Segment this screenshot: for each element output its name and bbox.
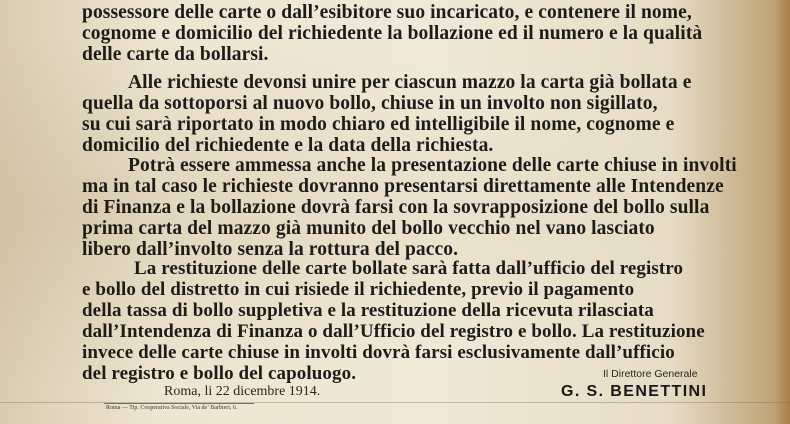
text-line: di Finanza e la bollazione dovrà farsi con la sovrapposizione del bollo sulla [82,197,710,218]
text-line: possessore delle carte o dall’esibitore suo incaricato, e contenere il nome, [82,2,692,23]
paragraph-4 [82,258,788,384]
paragraph-3 [82,155,788,260]
text-line: quella da sottoporsi al nuovo bollo, chiuse in un involto non sigillato, [82,93,658,114]
text-line: prima carta del mazzo già munito del bollo vecchio nel vano lasciato [82,218,655,239]
signature-title: Il Direttore Generale [603,368,698,380]
text-line: del registro e bollo del capoluogo. [82,363,357,384]
text-line: su cui sarà riportato in modo chiaro ed intelligibile il nome, cognome e [82,114,675,135]
text-line: dall’Intendenza di Finanza o dall’Ufficio del registro e bollo. La restituzione [82,321,705,342]
paragraph-2 [82,72,788,156]
printer-rule [104,403,254,404]
text-line: La restituzione delle carte bollate sarà fatta dall’ufficio del registro [134,258,684,279]
text-line: delle carte da bollarsi. [82,44,269,65]
text-line: e bollo del distretto in cui risiede il richiedente, previo il pagamento [82,279,635,300]
paragraph-1 [82,2,788,65]
text-line: della tassa di bollo suppletiva e la restituzione della ricevuta rilasciata [82,300,654,321]
date-line: Roma, li 22 dicembre 1914. [164,384,321,399]
text-line: ma in tal caso le richieste dovranno presentarsi direttamente alle Intendenze [82,176,724,197]
text-line: cognome e domicilio del richiedente la bollazione ed il numero e la qualità [82,23,703,44]
signature-name: G. S. BENETTINI [561,383,708,400]
text-line: invece delle carte chiuse in involti dovrà farsi esclusivamente dall’ufficio [82,342,675,363]
text-line: domicilio del richiedente e la data della richiesta. [82,135,494,156]
text-line: libero dall’involto senza la rottura del pacco. [82,239,459,260]
text-line: Potrà essere ammessa anche la presentazione delle carte chiuse in involti [128,155,737,176]
text-line: Alle richieste devonsi unire per ciascun mazzo la carta già bollata e [128,72,692,93]
printer-imprint: Roma — Tip. Cooperativa Sociale, Via de’ Barbieri, 6. [106,405,238,411]
